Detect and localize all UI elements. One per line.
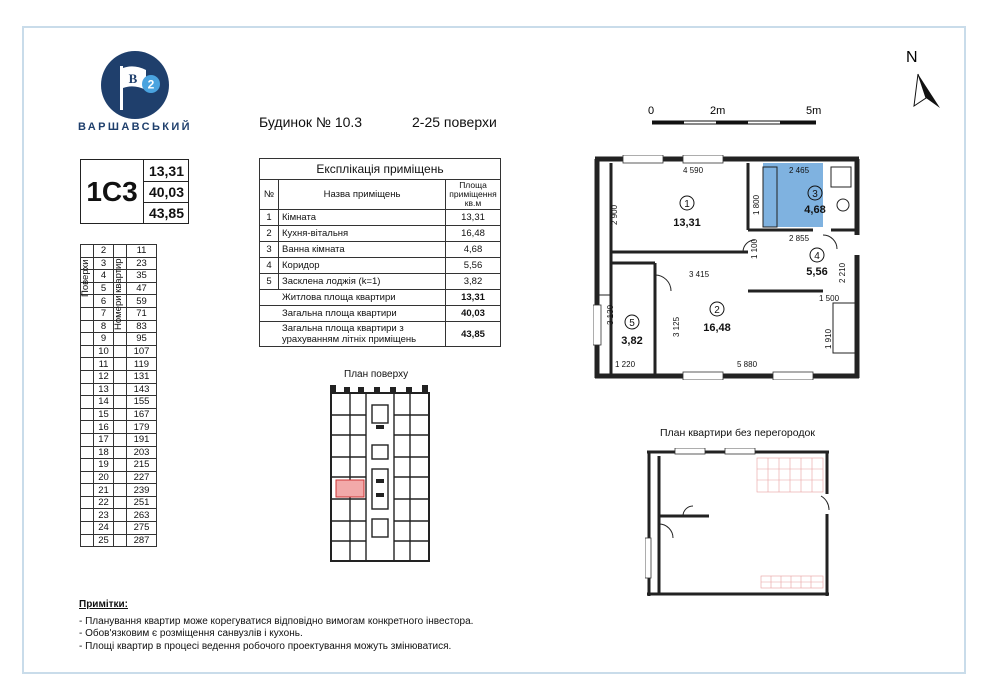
- apts-label-cell: [114, 358, 127, 371]
- floor-number: 18: [94, 446, 114, 459]
- floors-table-row: [81, 484, 157, 497]
- open-plan-label: План квартири без перегородок: [660, 427, 815, 439]
- room-number: 3: [260, 242, 279, 258]
- floors-table-row: [81, 459, 157, 472]
- total-name: Загальна площа квартири з урахуванням літніх приміщень: [260, 322, 446, 347]
- room-name: Кімната: [279, 210, 446, 226]
- scale-bar: [640, 103, 830, 127]
- floors-label-cell: [81, 433, 94, 446]
- apartment-number: 275: [127, 522, 157, 535]
- room-4-area: 5,56: [806, 266, 828, 278]
- floors-column-label: Поверхи: [80, 259, 91, 297]
- note-item: - Обов'язковим є розміщення санвузлів і кухонь.: [79, 628, 303, 639]
- floors-label-cell: [81, 383, 94, 396]
- room-1-num: 1: [684, 199, 690, 210]
- floors-table-row: [81, 471, 157, 484]
- room-number: 4: [260, 258, 279, 274]
- floors-label-cell: [81, 370, 94, 383]
- apartment-number: 251: [127, 496, 157, 509]
- col-no-header: №: [260, 180, 279, 210]
- explication-title: Експлікація приміщень: [260, 159, 501, 180]
- dim-log-h: 3 130: [606, 304, 615, 325]
- explication-table: [259, 158, 501, 347]
- room-3-area: 4,68: [804, 204, 826, 216]
- room-area: 13,31: [446, 210, 501, 226]
- floor-number: 19: [94, 459, 114, 472]
- floors-label-cell: [81, 496, 94, 509]
- floors-table-row: [81, 383, 157, 396]
- apartment-number: 287: [127, 534, 157, 547]
- room-name: Коридор: [279, 258, 446, 274]
- apts-label-cell: [114, 496, 127, 509]
- apts-label-cell: [114, 484, 127, 497]
- room-area: 3,82: [446, 274, 501, 290]
- explication-row: [260, 210, 501, 226]
- apartment-number: 179: [127, 421, 157, 434]
- explication-row: [260, 226, 501, 242]
- apts-label-cell: [114, 446, 127, 459]
- floor-number: 9: [94, 333, 114, 346]
- explication-row: [260, 274, 501, 290]
- dim-corr-b: 1 500: [819, 294, 840, 303]
- floor-number: 4: [94, 270, 114, 283]
- floors-table-row: [81, 358, 157, 371]
- apts-label-cell: [114, 245, 127, 258]
- room-1-area: 13,31: [673, 217, 701, 229]
- room-number: 1: [260, 210, 279, 226]
- room-5-num: 5: [629, 318, 635, 329]
- floor-number: 5: [94, 282, 114, 295]
- explication-total-row: [260, 322, 501, 347]
- apts-label-cell: [114, 522, 127, 535]
- dim-top: 4 590: [683, 166, 704, 175]
- apartment-number: 203: [127, 446, 157, 459]
- highlighted-apartment: [336, 480, 364, 497]
- dim-log-w: 1 220: [615, 360, 636, 369]
- floors-label-cell: [81, 509, 94, 522]
- floors-table-row: [81, 370, 157, 383]
- apts-label-cell: [114, 509, 127, 522]
- apts-label-cell: [114, 433, 127, 446]
- room-5-area: 3,82: [621, 335, 643, 347]
- dim-left: 2 900: [610, 204, 619, 225]
- floor-plan-drawing: [330, 385, 430, 563]
- note-item: - Площі квартир в процесі ведення робочого проектування можуть змінюватися.: [79, 640, 452, 652]
- floor-number: 7: [94, 307, 114, 320]
- floor-number: 16: [94, 421, 114, 434]
- dim-bath-w: 2 465: [789, 166, 810, 175]
- floors-label-cell: [81, 345, 94, 358]
- floors-table-row: [81, 333, 157, 346]
- apts-label-cell: [114, 383, 127, 396]
- floor-number: 25: [94, 534, 114, 547]
- room-area: 4,68: [446, 242, 501, 258]
- apartment-number: 59: [127, 295, 157, 308]
- apartment-number: 227: [127, 471, 157, 484]
- total-summer-area-value: 43,85: [148, 204, 185, 221]
- apartment-number: 239: [127, 484, 157, 497]
- total-name: Житлова площа квартири: [260, 290, 446, 306]
- floor-number: 13: [94, 383, 114, 396]
- apartment-code: 1C3: [81, 160, 144, 223]
- floors-label-cell: [81, 307, 94, 320]
- floors-label-cell: [81, 333, 94, 346]
- floors-table-row: [81, 245, 157, 258]
- dim-mid: 3 415: [689, 270, 710, 279]
- floors-table-row: [81, 496, 157, 509]
- floor-number: 20: [94, 471, 114, 484]
- floors-table-row: [81, 421, 157, 434]
- apartment-number: 191: [127, 433, 157, 446]
- apartment-code-box: [80, 159, 189, 224]
- apts-label-cell: [114, 459, 127, 472]
- floor-number: 8: [94, 320, 114, 333]
- total-area: 43,85: [446, 322, 501, 347]
- floors-table-row: [81, 446, 157, 459]
- apartment-number: 155: [127, 396, 157, 409]
- floor-number: 24: [94, 522, 114, 535]
- building-title: Будинок № 10.3: [259, 114, 363, 130]
- dim-kitchen-h: 3 125: [672, 316, 681, 337]
- apartment-number: 47: [127, 282, 157, 295]
- floors-label-cell: [81, 408, 94, 421]
- open-plan-drawing: [645, 448, 831, 598]
- notes: [79, 599, 473, 653]
- floor-number: 10: [94, 345, 114, 358]
- floor-number: 12: [94, 370, 114, 383]
- col-name-header: Назва приміщень: [279, 180, 446, 210]
- floors-label-cell: [81, 522, 94, 535]
- room-area: 16,48: [446, 226, 501, 242]
- room-area: 5,56: [446, 258, 501, 274]
- apartment-number: 71: [127, 307, 157, 320]
- apts-label-cell: [114, 534, 127, 547]
- room-2-num: 2: [714, 305, 720, 316]
- dim-corr-side: 2 210: [838, 262, 847, 283]
- apts-label-cell: [114, 421, 127, 434]
- apartment-number: 119: [127, 358, 157, 371]
- apartment-number: 143: [127, 383, 157, 396]
- floors-label-cell: [81, 484, 94, 497]
- floors-table-row: [81, 509, 157, 522]
- apartment-number: 263: [127, 509, 157, 522]
- brand-logo: [100, 50, 170, 120]
- apartment-number: 107: [127, 345, 157, 358]
- dim-bath-h: 1 800: [752, 194, 761, 215]
- room-number: 2: [260, 226, 279, 242]
- note-item: - Планування квартир може корегуватися відповідно вимогам конкретного інвестора.: [79, 615, 474, 627]
- apartment-number: 23: [127, 257, 157, 270]
- explication-row: [260, 242, 501, 258]
- scale-zero: 0: [648, 105, 655, 117]
- room-name: Засклена лоджія (k=1): [279, 274, 446, 290]
- total-area: 40,03: [446, 306, 501, 322]
- apartment-number: 215: [127, 459, 157, 472]
- floor-number: 2: [94, 245, 114, 258]
- apartment-number: 95: [127, 333, 157, 346]
- floor-number: 3: [94, 257, 114, 270]
- brand-name: ВАРШАВСЬКИЙ: [78, 121, 192, 133]
- floors-label-cell: [81, 358, 94, 371]
- apts-label-cell: [114, 345, 127, 358]
- apts-label-cell: [114, 408, 127, 421]
- total-area: 13,31: [446, 290, 501, 306]
- floors-table-row: [81, 396, 157, 409]
- floors-label-cell: [81, 421, 94, 434]
- total-name: Загальна площа квартири: [260, 306, 446, 322]
- north-label: N: [906, 49, 918, 66]
- floor-plan-label: План поверху: [344, 369, 409, 380]
- room-3-num: 3: [812, 189, 818, 200]
- floor-number: 11: [94, 358, 114, 371]
- notes-title: Примітки:: [79, 599, 128, 610]
- explication-row: [260, 258, 501, 274]
- floor-number: 15: [94, 408, 114, 421]
- apts-label-cell: [114, 396, 127, 409]
- apartment-number: 167: [127, 408, 157, 421]
- apartment-number: 83: [127, 320, 157, 333]
- apts-label-cell: [114, 333, 127, 346]
- floors-label-cell: [81, 534, 94, 547]
- floors-label-cell: [81, 446, 94, 459]
- dim-bottom: 5 880: [737, 360, 758, 369]
- apartment-number: 35: [127, 270, 157, 283]
- explication-total-row: [260, 306, 501, 322]
- explication-total-row: [260, 290, 501, 306]
- floor-number: 22: [94, 496, 114, 509]
- total-area-value: 40,03: [144, 181, 189, 203]
- apartment-number: 11: [127, 245, 157, 258]
- room-name: Кухня-вітальня: [279, 226, 446, 242]
- floor-number: 17: [94, 433, 114, 446]
- floors-table-row: [81, 534, 157, 547]
- apts-label-cell: [114, 370, 127, 383]
- floor-number: 21: [94, 484, 114, 497]
- apts-label-cell: [114, 471, 127, 484]
- floors-label-cell: [81, 471, 94, 484]
- logo-letter: B: [128, 71, 138, 86]
- apartment-plan-drawing: [593, 155, 861, 380]
- floors-table-row: [81, 408, 157, 421]
- room-2-area: 16,48: [703, 322, 731, 334]
- living-area-value: 13,31: [144, 160, 189, 182]
- col-area-header: Площа приміщення кв.м: [446, 180, 501, 210]
- dim-corr-w: 2 855: [789, 234, 810, 243]
- apartment-number: 131: [127, 370, 157, 383]
- floor-number: 14: [94, 396, 114, 409]
- floors-label-cell: [81, 245, 94, 258]
- building-floors: 2-25 поверхи: [412, 114, 497, 130]
- floors-label-cell: [81, 320, 94, 333]
- floors-label-cell: [81, 396, 94, 409]
- room-4-num: 4: [814, 251, 820, 262]
- logo-number: 2: [147, 77, 155, 92]
- floors-table-row: [81, 345, 157, 358]
- north-arrow-icon: [900, 46, 944, 112]
- room-name: Ванна кімната: [279, 242, 446, 258]
- room-number: 5: [260, 274, 279, 290]
- floor-number: 23: [94, 509, 114, 522]
- dim-corr-h: 1 100: [750, 238, 759, 259]
- floors-table-row: [81, 522, 157, 535]
- floors-table-row: [81, 433, 157, 446]
- apts-column-label: Номери квартир: [113, 258, 124, 330]
- scale-mid: 2m: [710, 105, 726, 117]
- dim-right-b: 1 910: [824, 328, 833, 349]
- floors-label-cell: [81, 459, 94, 472]
- scale-end: 5m: [806, 105, 822, 117]
- floor-number: 6: [94, 295, 114, 308]
